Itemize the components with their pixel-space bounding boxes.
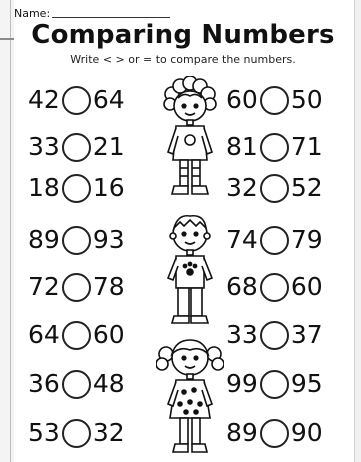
comparison-row <box>28 129 158 165</box>
comparison-row <box>28 366 158 402</box>
number-left: 33 <box>226 320 258 349</box>
girl-curly-hair-icon <box>160 76 220 204</box>
number-left: 74 <box>226 225 258 254</box>
comparison-row <box>28 170 158 206</box>
answer-circle[interactable] <box>260 370 289 399</box>
number-left: 18 <box>28 173 60 202</box>
instructions: Write < > or = to compare the numbers. <box>70 53 296 66</box>
comparison-row <box>28 317 158 353</box>
comparison-row <box>226 222 356 258</box>
comparison-row <box>226 415 356 451</box>
comparison-row <box>226 129 356 165</box>
number-left: 89 <box>226 418 258 447</box>
name-label: Name: <box>14 7 51 20</box>
number-left: 81 <box>226 132 258 161</box>
number-right: 64 <box>92 85 125 114</box>
answer-circle[interactable] <box>260 321 289 350</box>
answer-circle[interactable] <box>62 133 91 162</box>
number-right: 79 <box>290 225 323 254</box>
answer-circle[interactable] <box>62 321 91 350</box>
answer-circle[interactable] <box>62 86 91 115</box>
answer-circle[interactable] <box>260 419 289 448</box>
comparison-row <box>226 82 356 118</box>
answer-circle[interactable] <box>62 273 91 302</box>
answer-circle[interactable] <box>62 419 91 448</box>
number-left: 99 <box>226 369 258 398</box>
number-right: 32 <box>92 418 125 447</box>
name-line[interactable] <box>52 7 170 18</box>
number-right: 48 <box>92 369 125 398</box>
number-left: 36 <box>28 369 60 398</box>
answer-circle[interactable] <box>260 133 289 162</box>
comparison-row <box>28 269 158 305</box>
number-left: 64 <box>28 320 60 349</box>
number-right: 95 <box>290 369 323 398</box>
answer-circle[interactable] <box>260 86 289 115</box>
number-right: 78 <box>92 272 125 301</box>
comparison-row <box>226 170 356 206</box>
number-left: 32 <box>226 173 258 202</box>
number-right: 52 <box>290 173 323 202</box>
number-right: 21 <box>92 132 125 161</box>
number-left: 53 <box>28 418 60 447</box>
number-right: 16 <box>92 173 125 202</box>
number-right: 71 <box>290 132 323 161</box>
answer-circle[interactable] <box>62 174 91 203</box>
number-right: 90 <box>290 418 323 447</box>
comparison-row <box>226 366 356 402</box>
comparison-row <box>28 222 158 258</box>
answer-circle[interactable] <box>260 174 289 203</box>
number-right: 50 <box>290 85 323 114</box>
comparison-row <box>28 415 158 451</box>
boy-paw-shirt-icon <box>160 210 220 328</box>
answer-circle[interactable] <box>260 273 289 302</box>
girl-pigtails-icon <box>156 332 224 458</box>
comparison-row <box>226 317 356 353</box>
page-title: Comparing Numbers <box>31 20 335 50</box>
answer-circle[interactable] <box>62 370 91 399</box>
number-left: 89 <box>28 225 60 254</box>
comparison-row <box>226 269 356 305</box>
number-left: 42 <box>28 85 60 114</box>
answer-circle[interactable] <box>62 226 91 255</box>
number-left: 33 <box>28 132 60 161</box>
number-left: 72 <box>28 272 60 301</box>
binder-edge <box>0 0 14 462</box>
comparison-row <box>28 82 158 118</box>
number-right: 60 <box>290 272 323 301</box>
number-right: 60 <box>92 320 125 349</box>
number-left: 60 <box>226 85 258 114</box>
number-right: 37 <box>290 320 323 349</box>
answer-circle[interactable] <box>260 226 289 255</box>
number-left: 68 <box>226 272 258 301</box>
number-right: 93 <box>92 225 125 254</box>
